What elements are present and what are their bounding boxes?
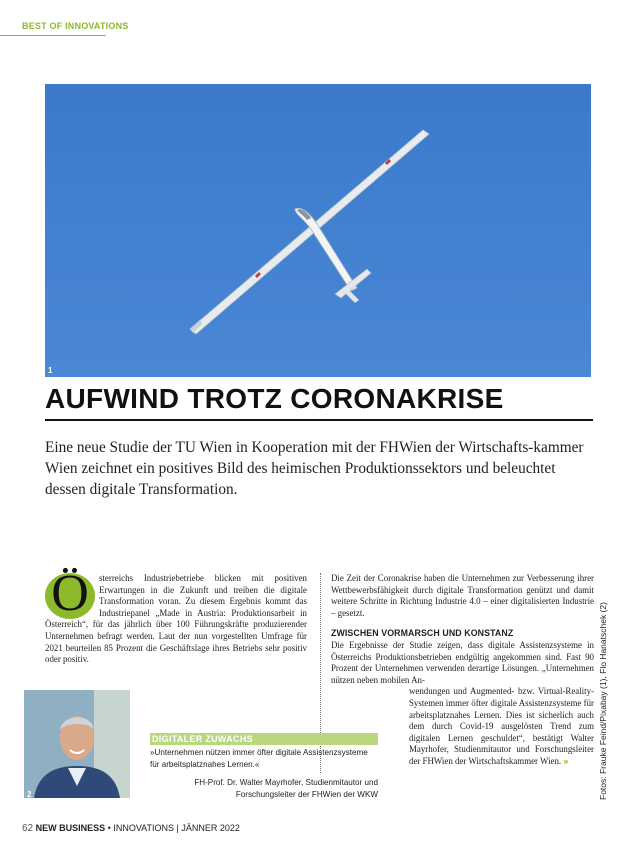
photo-credit: Fotos: Frauke Feind/Pixabay (1), Flo Hanatschek (2) [598, 602, 608, 800]
footer-issue: | JÄNNER 2022 [176, 823, 240, 833]
hero-photo-glider [45, 84, 591, 377]
section-tag: BEST OF INNOVATIONS [22, 21, 129, 31]
portrait-photo [24, 690, 130, 798]
hero-caption-number: 1 [48, 366, 53, 375]
footer-section: INNOVATIONS [113, 823, 175, 833]
page-footer [22, 823, 240, 834]
footer-separator: • [107, 823, 111, 833]
column-1 [45, 565, 307, 666]
page-number: 62 [22, 823, 34, 834]
magazine-name: NEW BUSINESS [35, 823, 106, 833]
quote-heading: DIGITALER ZUWACHS [150, 733, 378, 745]
column-2-para-2a: Die Ergebnisse der Studie zeigen, dass digitale Assistenzsysteme in Österreichs Produktionsbetrieben endgültig angekommen sind. Fast 90 Prozent der Unternehmen verwenden derartige Lösungen. „Unternehmen nützen neben mobilen An- [331, 639, 594, 685]
quote-author: FH-Prof. Dr. Walter Mayrhofer, Studienmitautor und Forschungsleiter der FHWien der WKW [194, 778, 378, 799]
article-lead: Eine neue Studie der TU Wien in Kooperation mit der FHWien der Wirtschafts-kammer Wien zeichnet ein positives Bild des heimischen Produktionssektors und beleuchtet dessen digitale Transformation. [45, 439, 584, 498]
column-1-text: sterreichs Industriebetriebe blicken mit positiven Erwartungen in die Zukunft und treiben die digitale Transformation voran. Zu diesem Ergebnis kommt das Industriepanel „Made in Austria: Produktionsarbeit in Österreich“, für das jährlich über 100 Führungskräfte produzierender Unternehmen befragt werden. Laut der nun vorgestellten Umfrage für 2021 beurteilen 85 Prozent die Geschäftslage ihres Betriebs sehr positiv oder positiv. [45, 573, 307, 665]
subheading: ZWISCHEN VORMARSCH UND KONSTANZ [331, 628, 514, 639]
portrait-illustration [24, 690, 130, 798]
column-2-para-1: Die Zeit der Coronakrise haben die Unternehmen zur Verbesserung ihrer Wettbewerbsfähigkeit durch digitale Transformation genützt und damit weitere Schritte in Richtung Industrie 4.0 – einer digitalisierten Industrie – gesetzt. [331, 573, 594, 618]
article-title: AUFWIND TROTZ CORONAKRISE [45, 381, 593, 421]
quote-box [150, 733, 378, 800]
glider-illustration [45, 84, 591, 377]
portrait-caption-number: 2 [27, 790, 32, 799]
end-mark: » [563, 755, 569, 766]
quote-text: »Unternehmen nützen immer öfter digitale Assistenzsysteme für arbeitsplatznahes Lernen.« [150, 748, 368, 769]
column-2-para-2b: wendungen und Augmented- bzw. Virtual-Reality-Systemen immer öfter digitale Assistenzsysteme für arbeitsplatznahes Lernen. Dies ist sicherlich auch dem durch Covid-19 ausgelösten Trend zum digitalen Lernen geschuldet“, bestätigt Walter Mayrhofer, Studienmitautor und Forschungsleiter der FHWien der Wirtschaftskammer Wien. » [409, 686, 594, 766]
dropcap: Ö [45, 573, 95, 619]
section-rule [0, 35, 106, 36]
